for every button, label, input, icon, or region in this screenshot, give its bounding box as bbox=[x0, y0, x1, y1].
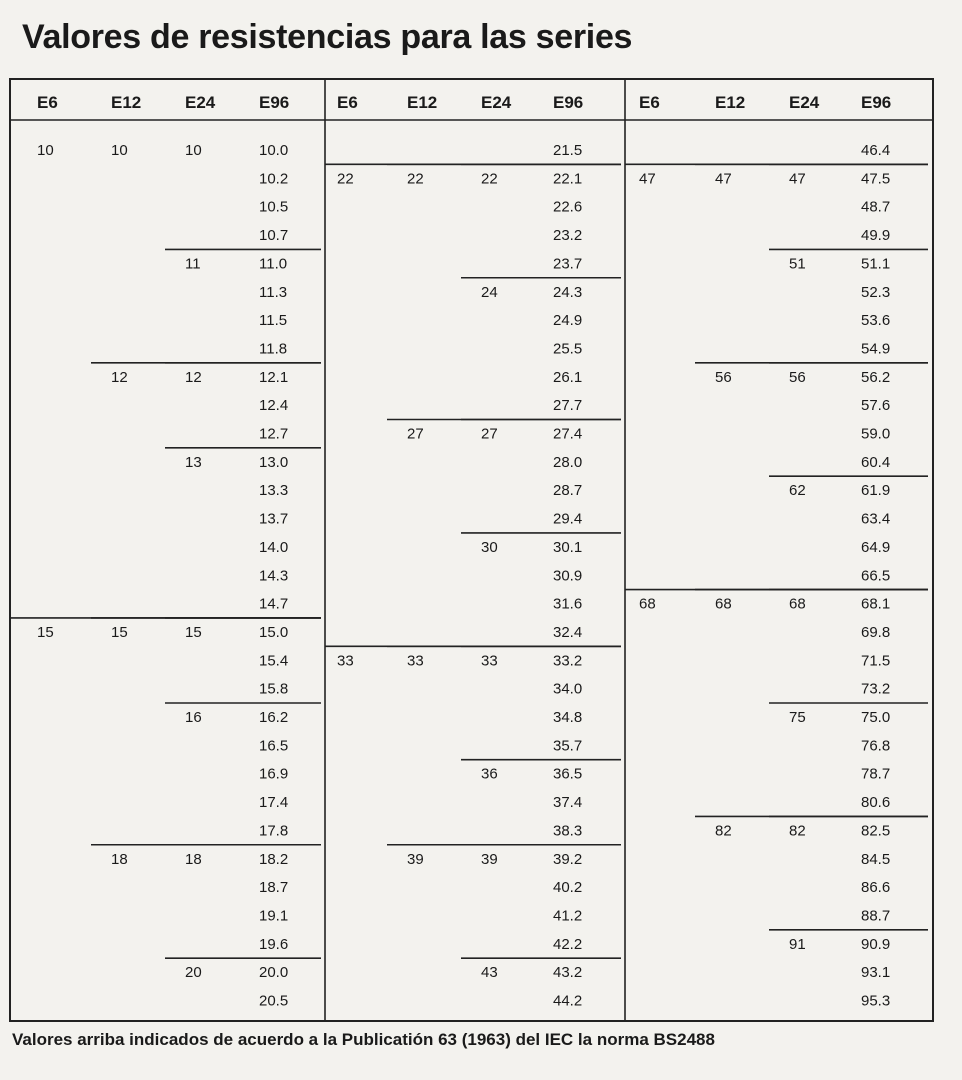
e96-value: 88.7 bbox=[861, 907, 891, 925]
header-e24: E24 bbox=[481, 93, 512, 112]
e96-value: 15.4 bbox=[259, 652, 289, 670]
e96-value: 84.5 bbox=[861, 850, 891, 868]
e24-value: 11 bbox=[185, 255, 201, 273]
e96-value: 17.8 bbox=[259, 822, 289, 840]
e96-value: 12.1 bbox=[259, 368, 289, 386]
e96-value: 90.9 bbox=[861, 935, 891, 953]
e24-value: 13 bbox=[185, 453, 202, 471]
e12-value: 27 bbox=[407, 425, 424, 443]
e96-value: 46.4 bbox=[861, 142, 891, 159]
e96-value: 80.6 bbox=[861, 794, 891, 812]
e12-value: 82 bbox=[715, 822, 732, 840]
e24-value: 18 bbox=[185, 850, 202, 868]
e96-value: 28.0 bbox=[553, 453, 583, 471]
e96-value: 69.8 bbox=[861, 623, 891, 641]
e96-value: 52.3 bbox=[861, 283, 891, 301]
e24-value: 16 bbox=[185, 709, 202, 726]
e24-value: 24 bbox=[481, 283, 498, 301]
e96-value: 93.1 bbox=[861, 964, 891, 982]
e96-value: 16.2 bbox=[259, 709, 289, 726]
resistance-table bbox=[9, 78, 934, 1022]
e96-value: 30.9 bbox=[553, 567, 583, 585]
e96-value: 17.4 bbox=[259, 794, 289, 812]
e96-value: 54.9 bbox=[861, 340, 891, 358]
e96-value: 25.5 bbox=[553, 340, 583, 358]
e12-value: 33 bbox=[407, 652, 424, 670]
e96-value: 11.5 bbox=[259, 312, 288, 330]
e12-value: 39 bbox=[407, 850, 424, 868]
e24-value: 75 bbox=[789, 709, 806, 726]
e96-value: 11.8 bbox=[259, 340, 288, 358]
header-e6: E6 bbox=[37, 93, 58, 112]
e96-value: 18.7 bbox=[259, 879, 289, 897]
e96-value: 51.1 bbox=[861, 255, 891, 273]
e96-value: 13.0 bbox=[259, 453, 289, 471]
e96-value: 14.3 bbox=[259, 567, 289, 585]
e24-value: 62 bbox=[789, 482, 806, 500]
e96-value: 95.3 bbox=[861, 992, 891, 1010]
e96-value: 78.7 bbox=[861, 765, 891, 783]
e96-value: 40.2 bbox=[553, 879, 583, 897]
e96-value: 73.2 bbox=[861, 680, 891, 698]
e6-value: 33 bbox=[337, 652, 354, 670]
e96-value: 14.0 bbox=[259, 538, 289, 556]
e96-value: 56.2 bbox=[861, 368, 891, 386]
e24-value: 12 bbox=[185, 368, 202, 386]
e96-value: 34.8 bbox=[553, 709, 583, 726]
footnote: Valores arriba indicados de acuerdo a la Publicatión 63 (1963) del IEC la norma BS2488 bbox=[12, 1030, 715, 1049]
e96-value: 38.3 bbox=[553, 822, 583, 840]
e96-value: 35.7 bbox=[553, 737, 583, 755]
e24-value: 15 bbox=[185, 623, 202, 641]
e96-value: 31.6 bbox=[553, 595, 583, 613]
e24-value: 27 bbox=[481, 425, 498, 443]
e96-value: 12.7 bbox=[259, 425, 289, 443]
e96-value: 43.2 bbox=[553, 964, 583, 982]
e96-value: 57.6 bbox=[861, 397, 891, 415]
e96-value: 15.0 bbox=[259, 623, 289, 641]
e96-value: 61.9 bbox=[861, 482, 891, 500]
e96-value: 59.0 bbox=[861, 425, 891, 443]
e96-value: 41.2 bbox=[553, 907, 583, 925]
e6-value: 15 bbox=[37, 623, 54, 641]
e6-value: 10 bbox=[37, 142, 54, 159]
e96-value: 68.1 bbox=[861, 595, 891, 613]
e96-value: 60.4 bbox=[861, 453, 891, 471]
e96-value: 18.2 bbox=[259, 850, 289, 868]
e96-value: 39.2 bbox=[553, 850, 583, 868]
e96-value: 48.7 bbox=[861, 198, 891, 216]
e24-value: 82 bbox=[789, 822, 806, 840]
header-e12: E12 bbox=[715, 93, 746, 112]
header-e96: E96 bbox=[861, 93, 892, 112]
e24-value: 56 bbox=[789, 368, 806, 386]
e96-value: 33.2 bbox=[553, 652, 583, 670]
e96-value: 75.0 bbox=[861, 709, 891, 726]
e12-value: 10 bbox=[111, 142, 128, 159]
e96-value: 20.0 bbox=[259, 964, 289, 982]
header-e24: E24 bbox=[789, 93, 820, 112]
header-e24: E24 bbox=[185, 93, 216, 112]
e24-value: 51 bbox=[789, 255, 806, 273]
e96-value: 13.3 bbox=[259, 482, 289, 500]
e24-value: 20 bbox=[185, 964, 202, 982]
e96-value: 47.5 bbox=[861, 170, 891, 188]
e96-value: 23.2 bbox=[553, 227, 583, 245]
e24-value: 91 bbox=[789, 935, 806, 953]
e24-value: 30 bbox=[481, 538, 498, 556]
e96-value: 19.6 bbox=[259, 935, 289, 953]
e12-value: 15 bbox=[111, 623, 128, 641]
header-e96: E96 bbox=[259, 93, 290, 112]
e96-value: 16.5 bbox=[259, 737, 289, 755]
e24-value: 43 bbox=[481, 964, 498, 982]
e96-value: 76.8 bbox=[861, 737, 891, 755]
e96-value: 11.3 bbox=[259, 283, 288, 301]
e12-value: 22 bbox=[407, 170, 424, 188]
e24-value: 47 bbox=[789, 170, 806, 188]
e96-value: 30.1 bbox=[553, 538, 583, 556]
e96-value: 10.0 bbox=[259, 142, 289, 159]
e96-value: 36.5 bbox=[553, 765, 583, 783]
e96-value: 10.7 bbox=[259, 227, 289, 245]
e96-value: 64.9 bbox=[861, 538, 891, 556]
e96-value: 14.7 bbox=[259, 595, 289, 613]
e96-value: 71.5 bbox=[861, 652, 891, 670]
header-e12: E12 bbox=[407, 93, 438, 112]
e96-value: 29.4 bbox=[553, 510, 583, 528]
e96-value: 63.4 bbox=[861, 510, 891, 528]
e24-value: 68 bbox=[789, 595, 806, 613]
resistance-table-grid bbox=[11, 80, 932, 1020]
e96-value: 42.2 bbox=[553, 935, 583, 953]
header-e96: E96 bbox=[553, 93, 584, 112]
e96-value: 22.6 bbox=[553, 198, 583, 216]
e96-value: 26.1 bbox=[553, 368, 583, 386]
e6-value: 22 bbox=[337, 170, 354, 188]
e96-value: 11.0 bbox=[259, 255, 288, 273]
e24-value: 33 bbox=[481, 652, 498, 670]
e12-value: 56 bbox=[715, 368, 732, 386]
e6-value: 68 bbox=[639, 595, 656, 613]
e96-value: 82.5 bbox=[861, 822, 891, 840]
e96-value: 37.4 bbox=[553, 794, 583, 812]
e96-value: 19.1 bbox=[259, 907, 289, 925]
e24-value: 22 bbox=[481, 170, 498, 188]
e96-value: 27.7 bbox=[553, 397, 583, 415]
e96-value: 24.9 bbox=[553, 312, 583, 330]
e96-value: 86.6 bbox=[861, 879, 891, 897]
e96-value: 10.5 bbox=[259, 198, 289, 216]
e96-value: 22.1 bbox=[553, 170, 583, 188]
header-e6: E6 bbox=[639, 93, 660, 112]
e96-value: 10.2 bbox=[259, 170, 289, 188]
e96-value: 16.9 bbox=[259, 765, 289, 783]
header-e12: E12 bbox=[111, 93, 142, 112]
header-e6: E6 bbox=[337, 93, 358, 112]
page-title: Valores de resistencias para las series bbox=[22, 18, 633, 56]
e6-value: 47 bbox=[639, 170, 656, 188]
e96-value: 34.0 bbox=[553, 680, 583, 698]
e96-value: 32.4 bbox=[553, 623, 583, 641]
e96-value: 44.2 bbox=[553, 992, 583, 1010]
e12-value: 68 bbox=[715, 595, 732, 613]
e96-value: 21.5 bbox=[553, 142, 583, 159]
e96-value: 20.5 bbox=[259, 992, 289, 1010]
e96-value: 27.4 bbox=[553, 425, 583, 443]
e96-value: 15.8 bbox=[259, 680, 289, 698]
e12-value: 12 bbox=[111, 368, 128, 386]
e24-value: 39 bbox=[481, 850, 498, 868]
e96-value: 12.4 bbox=[259, 397, 289, 415]
e96-value: 24.3 bbox=[553, 283, 583, 301]
e96-value: 13.7 bbox=[259, 510, 289, 528]
e12-value: 18 bbox=[111, 850, 128, 868]
e96-value: 49.9 bbox=[861, 227, 891, 245]
e24-value: 36 bbox=[481, 765, 498, 783]
e96-value: 23.7 bbox=[553, 255, 583, 273]
e96-value: 53.6 bbox=[861, 312, 891, 330]
e12-value: 47 bbox=[715, 170, 732, 188]
e24-value: 10 bbox=[185, 142, 202, 159]
e96-value: 28.7 bbox=[553, 482, 583, 500]
e96-value: 66.5 bbox=[861, 567, 891, 585]
